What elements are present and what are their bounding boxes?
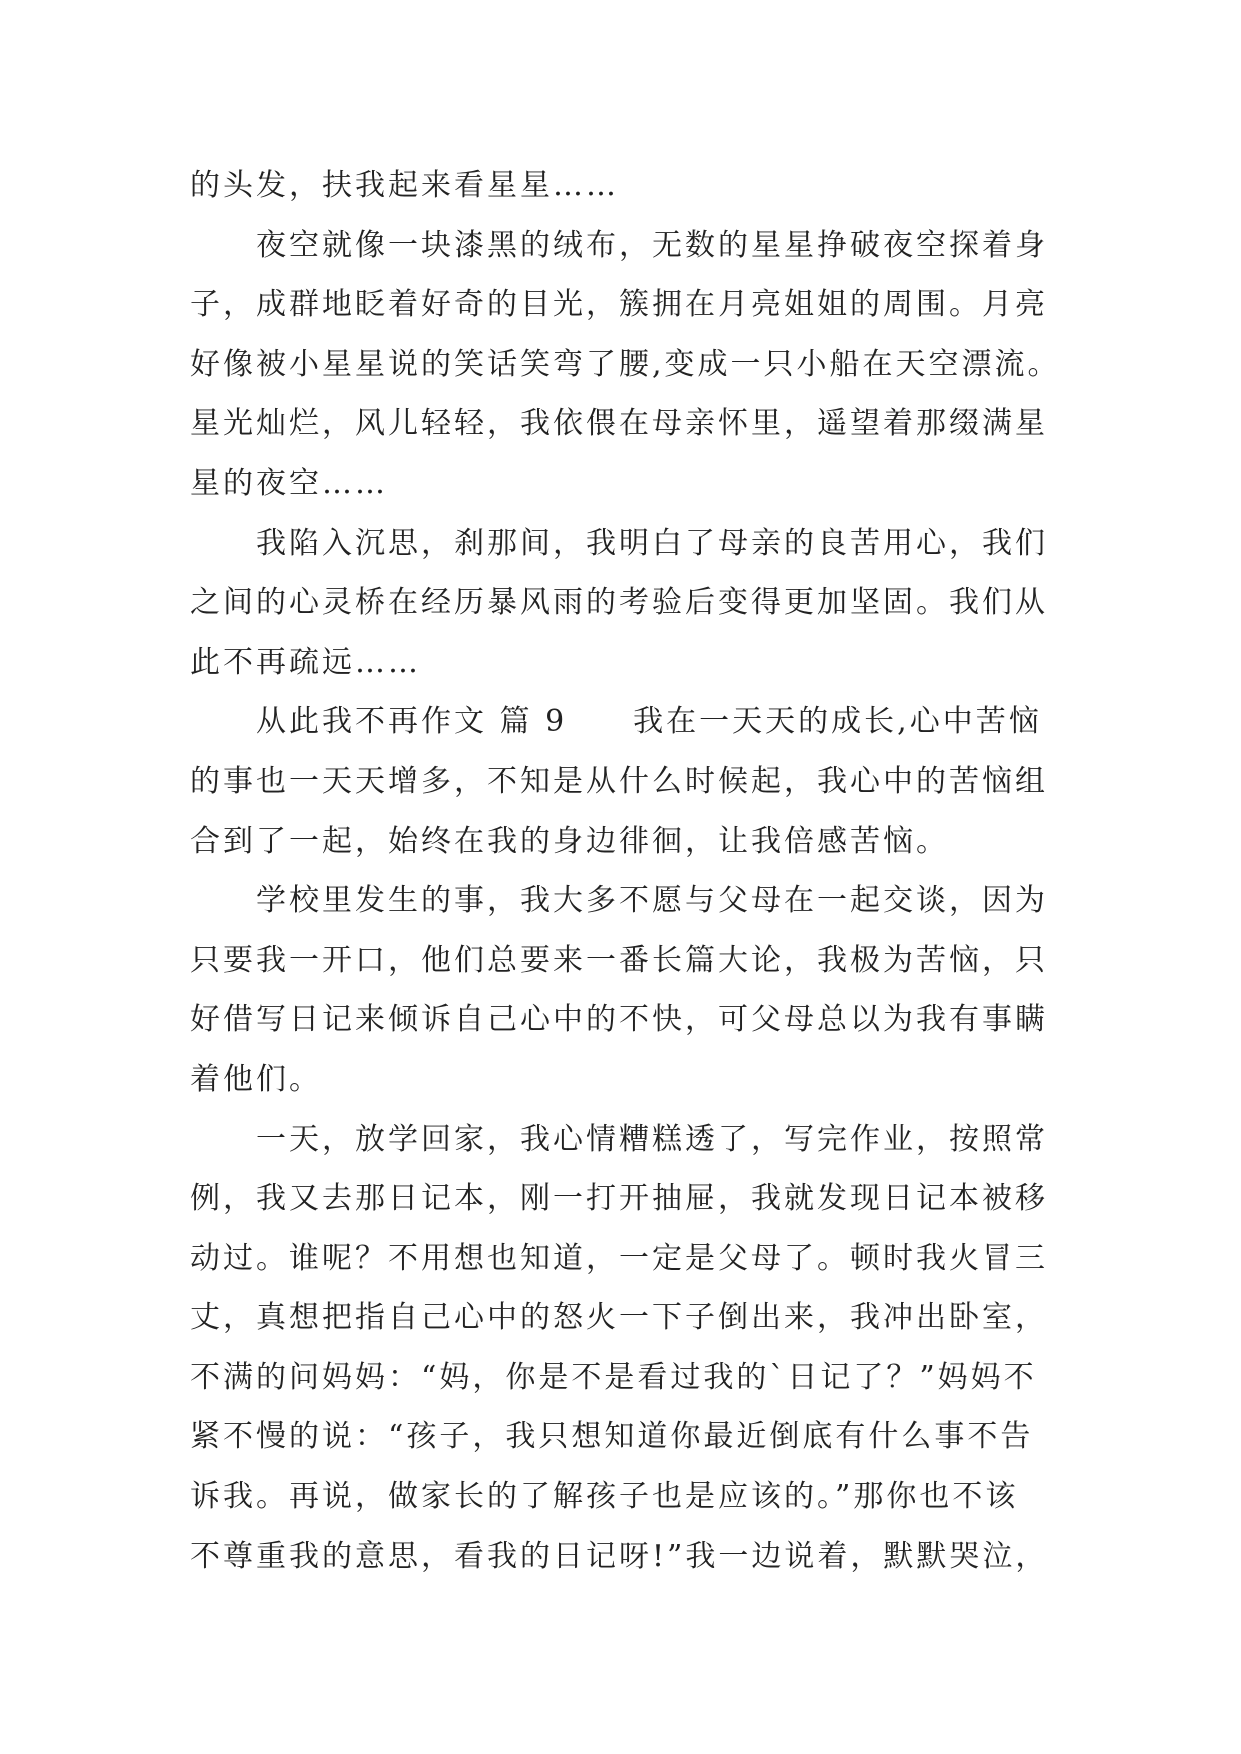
text-line-3: 子，成群地眨着好奇的目光，簇拥在月亮姐姐的周围。月亮 [190, 287, 1048, 323]
text-line-22: 紧不慢的说：“孩子，我只想知道你最近倒底有什么事不告 [190, 1419, 1034, 1455]
text-line-13: 学校里发生的事，我大多不愿与父母在一起交谈，因为 [190, 883, 1048, 919]
text-line-23: 诉我。再说，做家长的了解孩子也是应该的。”那你也不该 [190, 1479, 1019, 1515]
text-line-17: 一天，放学回家，我心情糟糕透了，写完作业，按照常 [190, 1121, 1048, 1157]
text-line-24: 不尊重我的意思，看我的日记呀!”我一边说着，默默哭泣， [190, 1538, 1049, 1574]
text-line-6: 星的夜空…… [190, 465, 388, 501]
text-line-14: 只要我一开口，他们总要来一番长篇大论，我极为苦恼，只 [190, 942, 1048, 978]
text-line-10: 从此我不再作文 篇 9 我在一天天的成长,心中苦恼 [190, 704, 1042, 740]
text-line-15: 好借写日记来倾诉自己心中的不快，可父母总以为我有事瞒 [190, 1002, 1048, 1038]
text-line-21: 不满的问妈妈：“妈，你是不是看过我的`日记了？”妈妈不 [190, 1359, 1037, 1395]
text-line-9: 此不再疏远…… [190, 644, 421, 680]
text-line-4: 好像被小星星说的笑话笑弯了腰,变成一只小船在天空漂流。 [190, 346, 1061, 382]
text-line-1: 的头发，扶我起来看星星…… [190, 168, 619, 203]
text-line-12: 合到了一起，始终在我的身边徘徊，让我倍感苦恼。 [190, 823, 949, 859]
text-line-7: 我陷入沉思，刹那间，我明白了母亲的良苦用心，我们 [190, 525, 1048, 561]
body-text [190, 156, 1060, 1586]
text-line-16: 着他们。 [190, 1061, 322, 1097]
text-line-8: 之间的心灵桥在经历暴风雨的考验后变得更加坚固。我们从 [190, 585, 1048, 621]
text-line-5: 星光灿烂，风儿轻轻，我依偎在母亲怀里，遥望着那缀满星 [190, 406, 1048, 442]
text-line-11: 的事也一天天增多，不知是从什么时候起，我心中的苦恼组 [190, 763, 1048, 799]
text-line-20: 丈，真想把指自己心中的怒火一下子倒出来，我冲出卧室， [190, 1300, 1048, 1336]
text-line-2: 夜空就像一块漆黑的绒布，无数的星星挣破夜空探着身 [190, 227, 1048, 263]
text-line-19: 动过。谁呢？不用想也知道，一定是父母了。顿时我火冒三 [190, 1240, 1048, 1276]
text-line-18: 例，我又去那日记本，刚一打开抽屉，我就发现日记本被移 [190, 1181, 1048, 1217]
